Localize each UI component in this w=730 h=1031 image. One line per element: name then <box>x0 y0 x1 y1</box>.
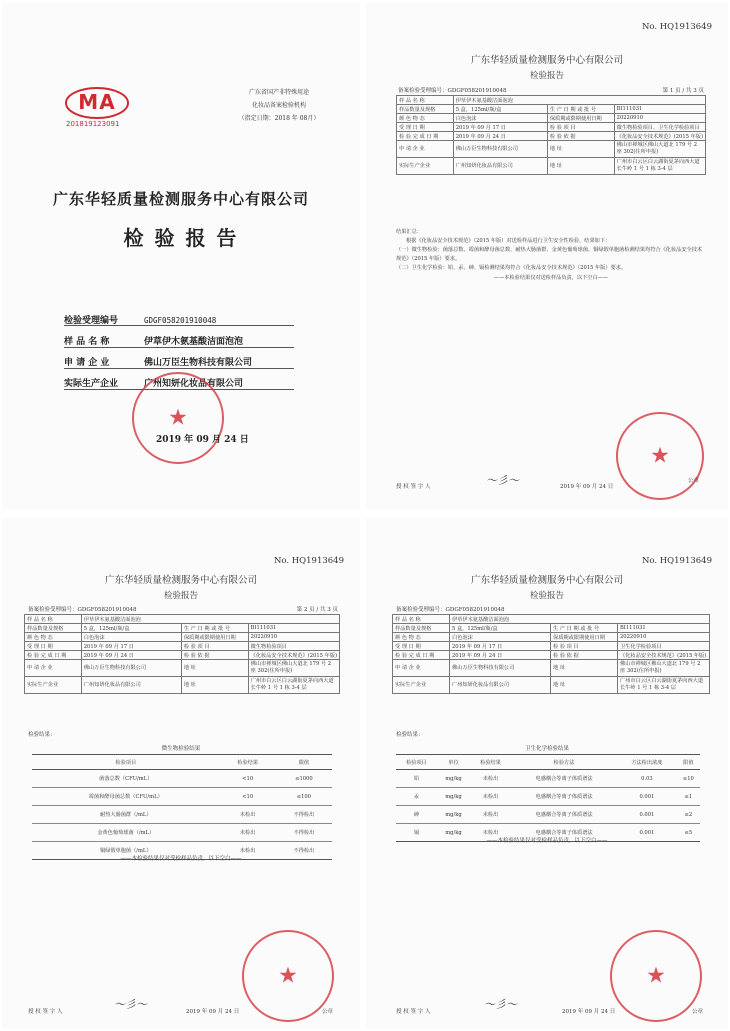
seal-star-icon: ★ <box>168 405 188 431</box>
table-cell: 砷 <box>396 806 437 824</box>
table-cell: ≤1 <box>677 788 700 806</box>
info-label: 颜 色 物 态 <box>397 114 454 123</box>
info-value: 佛山万臣生物科技有限公司 <box>453 141 547 158</box>
sign-date: 2019 年 09 月 24 日 <box>562 1009 616 1015</box>
cover-row-label: 实际生产企业 <box>64 379 119 389</box>
handwritten-signature: 〜彡〜 <box>484 998 517 1011</box>
approval-line: 广东省国产非特殊用途 <box>248 89 309 96</box>
table-cell: ≤10 <box>677 770 700 788</box>
official-seal <box>242 930 334 1022</box>
filing-number-label: 备案检验受理编号 <box>396 607 441 613</box>
info-label: 地 址 <box>181 660 248 677</box>
report-page-summary <box>366 2 728 510</box>
cma-logo <box>64 86 130 120</box>
microbiology-results-table <box>32 754 332 860</box>
official-seal <box>132 372 224 464</box>
info-value: 2019 年 09 月 24 日 <box>453 132 547 141</box>
info-value: BI111031 <box>614 105 705 114</box>
column-header: 检验项目 <box>396 755 437 770</box>
info-value: 微生物检验项目、卫生化学检验项目 <box>614 123 705 132</box>
page-number: 第 2 页 / 共 3 页 <box>296 607 338 613</box>
cover-report-title: 检 验 报 告 <box>123 226 239 250</box>
info-value: 2019 年 09 月 17 日 <box>81 642 181 651</box>
info-label: 样 品 名 称 <box>25 615 82 624</box>
signature-label: 授 权 签 字 人 <box>396 484 431 490</box>
cover-underline <box>64 368 294 369</box>
result-label: 检验结果： <box>396 732 424 738</box>
info-value: 广州市白云区白云湖街夏茅向西大道长牛岭 1 号 1 栋 3-4 层 <box>618 677 710 694</box>
official-seal <box>610 930 702 1022</box>
info-label: 样品数量及规格 <box>397 105 454 114</box>
table-cell: 铅 <box>396 770 437 788</box>
cover-row-sample-name <box>64 334 243 347</box>
info-label: 颜 色 物 态 <box>393 633 450 642</box>
info-label: 样 品 名 称 <box>393 615 450 624</box>
table-cell: 未检出 <box>470 770 511 788</box>
end-note: ——本检验结果仅对受检样品负责，以下空白—— <box>120 856 242 862</box>
sign-date: 2019 年 09 月 24 日 <box>560 484 614 490</box>
cma-number: 201819123091 <box>66 120 120 128</box>
cover-row-label: 样 品 名 称 <box>64 337 110 347</box>
column-header: 限值 <box>276 755 332 770</box>
table-cell: 电感耦合等离子体质谱法 <box>511 770 617 788</box>
info-label: 地 址 <box>547 158 614 175</box>
table-cell: 0.001 <box>617 806 677 824</box>
info-label: 样品数量及规格 <box>25 624 82 633</box>
table-cell: 未检出 <box>220 806 276 824</box>
info-value: 卫生化学检验项目 <box>618 642 710 651</box>
info-value: 20220910 <box>248 633 339 642</box>
report-page-chemistry <box>366 518 728 1029</box>
info-value: 20220910 <box>614 114 705 123</box>
seal-star-icon: ★ <box>278 963 298 989</box>
table-title: 卫生化学检验结果 <box>524 746 569 752</box>
info-label: 保质期或限期使用日期 <box>181 633 248 642</box>
column-header: 检验结果 <box>220 755 276 770</box>
cover-underline <box>64 325 294 326</box>
info-value: 微生物检验项目 <box>248 642 339 651</box>
info-value: 2019 年 09 月 24 日 <box>450 651 551 660</box>
approval-line: （指定日期：2018 年 08月） <box>238 115 320 122</box>
info-label: 颜 色 物 态 <box>25 633 82 642</box>
info-label: 受 理 日 期 <box>397 123 454 132</box>
column-header: 限值 <box>677 755 700 770</box>
table-cell: 汞 <box>396 788 437 806</box>
info-label: 检 验 完 成 日 期 <box>393 651 450 660</box>
table-cell: 霉菌和酵母菌总数（CFU/mL） <box>32 788 220 806</box>
end-note: ——本检验结果仅对受检样品负责，以下空白—— <box>486 838 608 844</box>
info-value: BI111031 <box>248 624 339 633</box>
conclusion-paragraph: 根据《化妆品安全技术规范》（2015 年版）对送检样品进行卫生安全性检验，结果如下： <box>406 238 611 244</box>
info-label: 受 理 日 期 <box>393 642 450 651</box>
info-label: 地 址 <box>547 141 614 158</box>
info-value: 《化妆品安全技术规范》(2015 年版) <box>618 651 710 660</box>
table-cell: mg/kg <box>437 824 470 842</box>
column-header: 检验方法 <box>511 755 617 770</box>
table-cell: 铜绿假单胞菌（/mL） <box>32 842 220 860</box>
signature-label: 授 权 签 字 人 <box>28 1009 63 1015</box>
table-row <box>396 788 700 806</box>
info-label: 申 请 企 业 <box>393 660 450 677</box>
info-label: 检 验 依 据 <box>551 651 618 660</box>
table-cell: 不得检出 <box>276 842 332 860</box>
sample-info-table <box>392 614 710 694</box>
report-number: No. HQ1913649 <box>273 556 344 566</box>
table-cell: ≤1000 <box>276 770 332 788</box>
cover-row-label: 申 请 企 业 <box>64 358 110 368</box>
table-cell: 未检出 <box>470 824 511 842</box>
info-value: 伊草伊木氨基酸洁面泡泡 <box>453 96 705 105</box>
seal-caption: 公章 <box>688 478 700 484</box>
info-label: 检 验 依 据 <box>181 651 248 660</box>
table-cell: ≤100 <box>276 788 332 806</box>
info-value: 佛山万臣生物科技有限公司 <box>81 660 181 677</box>
filing-number-value: GDGF058201910048 <box>77 607 137 613</box>
conclusion-paragraph: （二）卫生化学检验：铅、汞、砷、镉检测结果均符合《化妆品安全技术规范》（2015 年版）要求。 <box>396 265 627 271</box>
handwritten-signature: 〜彡〜 <box>114 998 147 1011</box>
cover-page <box>2 2 360 510</box>
info-value: 20220910 <box>618 633 710 642</box>
table-cell: <10 <box>220 788 276 806</box>
table-cell: ≤2 <box>677 806 700 824</box>
table-row <box>396 770 700 788</box>
filing-number: 备案检验受理编号：GDGF058201910048 <box>398 88 507 94</box>
table-cell: 0.001 <box>617 824 677 842</box>
report-page-microbiology <box>2 518 360 1029</box>
info-value: 广州知妍化妆品有限公司 <box>81 677 181 694</box>
info-value: 5 盒，125ml/瓶/盒 <box>450 624 551 633</box>
info-value: 2019 年 09 月 17 日 <box>453 123 547 132</box>
info-label: 样 品 名 称 <box>397 96 454 105</box>
sample-info-table <box>396 95 706 175</box>
page-number: 第 1 页 / 共 3 页 <box>662 88 704 94</box>
info-label: 受 理 日 期 <box>25 642 82 651</box>
table-cell: 电感耦合等离子体质谱法 <box>511 824 617 842</box>
info-label: 申 请 企 业 <box>397 141 454 158</box>
info-value: 佛山万臣生物科技有限公司 <box>450 660 551 677</box>
info-label: 申 请 企 业 <box>25 660 82 677</box>
report-title: 检验报告 <box>529 591 564 601</box>
info-value: 广州知妍化妆品有限公司 <box>453 158 547 175</box>
info-value: 白色泡沫 <box>81 633 181 642</box>
report-title: 检验报告 <box>529 71 564 81</box>
info-value: 佛山市禅城区佛山大道北 179 号 2 座 302(住所申报) <box>618 660 710 677</box>
info-label: 实际生产企业 <box>393 677 450 694</box>
info-label: 地 址 <box>551 677 618 694</box>
info-label: 生 产 日 期 或 批 号 <box>181 624 248 633</box>
seal-caption: 公章 <box>322 1009 334 1015</box>
filing-number: 备案检验受理编号：GDGF058201910048 <box>396 607 505 613</box>
info-label: 检 验 项 目 <box>551 642 618 651</box>
column-header: 方法检出浓度 <box>617 755 677 770</box>
info-value: BI111031 <box>618 624 710 633</box>
cover-row-value: 佛山万臣生物科技有限公司 <box>144 358 253 368</box>
filing-number-label: 备案检验受理编号 <box>28 607 73 613</box>
chemistry-results-table <box>396 754 700 842</box>
approval-line: 化妆品备案检验机构 <box>251 102 306 109</box>
table-row <box>32 824 332 842</box>
table-cell: mg/kg <box>437 806 470 824</box>
info-value: 5 盒，125ml/瓶/盒 <box>81 624 181 633</box>
filing-number-label: 备案检验受理编号 <box>398 88 443 94</box>
info-label: 地 址 <box>551 660 618 677</box>
table-cell: 不得检出 <box>276 806 332 824</box>
info-value: 伊草伊木氨基酸洁面泡泡 <box>81 615 339 624</box>
report-org-name: 广东华轻质量检测服务中心有限公司 <box>104 575 257 586</box>
report-org-name: 广东华轻质量检测服务中心有限公司 <box>470 575 623 586</box>
cover-row-value: 伊草伊木氨基酸洁面泡泡 <box>144 337 244 347</box>
info-label: 检 验 项 目 <box>181 642 248 651</box>
cover-row-value: GDGF058201910048 <box>144 316 217 325</box>
report-number: No. HQ1913649 <box>641 22 712 32</box>
info-value: 白色泡沫 <box>450 633 551 642</box>
info-label: 生 产 日 期 或 批 号 <box>547 105 614 114</box>
table-cell: 0.03 <box>617 770 677 788</box>
info-label: 样品数量及规格 <box>393 624 450 633</box>
info-value: 《化妆品安全技术规范》(2015 年版) <box>248 651 339 660</box>
cover-date: 2019 年 09 月 24 日 <box>156 435 249 445</box>
info-value: 佛山市禅城区佛山大道北 179 号 2 座 302(住所申报) <box>614 141 705 158</box>
conclusion-paragraph: （一）微生物检验：菌落总数、霉菌和酵母菌总数、耐热大肠菌群、金黄色葡萄球菌、铜绿假单胞菌检测结果均符合《化妆品安全技术规范》（2015 年版）要求。 <box>396 247 703 262</box>
table-cell: 未检出 <box>470 788 511 806</box>
table-cell: 电感耦合等离子体质谱法 <box>511 788 617 806</box>
filing-number-value: GDGF058201910048 <box>447 88 507 94</box>
column-header: 检验结果 <box>470 755 511 770</box>
sign-date: 2019 年 09 月 24 日 <box>186 1009 240 1015</box>
table-row <box>396 806 700 824</box>
info-label: 检 验 完 成 日 期 <box>25 651 82 660</box>
handwritten-signature: 〜彡〜 <box>486 474 519 487</box>
filing-number-value: GDGF058201910048 <box>445 607 505 613</box>
table-cell: 0.001 <box>617 788 677 806</box>
report-number: No. HQ1913649 <box>641 556 712 566</box>
info-value: 佛山市禅城区佛山大道北 179 号 2 座 302(住所申报) <box>248 660 339 677</box>
table-row <box>32 770 332 788</box>
info-value: 广州市白云区白云湖街夏茅向西大道长牛岭 1 号 1 栋 3-4 层 <box>248 677 339 694</box>
table-cell: 电感耦合等离子体质谱法 <box>511 806 617 824</box>
seal-caption: 公章 <box>692 1009 704 1015</box>
table-cell: <10 <box>220 770 276 788</box>
info-value: 广州市白云区白云湖街夏茅向西大道长牛岭 1 号 1 栋 3-4 层 <box>614 158 705 175</box>
cover-underline <box>64 347 294 348</box>
column-header: 检验项目 <box>32 755 220 770</box>
table-cell: 金黄色葡萄球菌（/mL） <box>32 824 220 842</box>
info-label: 保质期或限期使用日期 <box>547 114 614 123</box>
info-label: 实际生产企业 <box>25 677 82 694</box>
info-value: 2019 年 09 月 17 日 <box>450 642 551 651</box>
table-cell: ≤5 <box>677 824 700 842</box>
table-title: 微生物检验结果 <box>161 746 201 752</box>
info-label: 检 验 依 据 <box>547 132 614 141</box>
info-label: 保质期或限期使用日期 <box>551 633 618 642</box>
info-value: 《化妆品安全技术规范》(2015 年版) <box>614 132 705 141</box>
seal-star-icon: ★ <box>650 443 670 469</box>
cover-row-applicant <box>64 355 252 368</box>
table-row <box>32 788 332 806</box>
table-cell: 未检出 <box>470 806 511 824</box>
info-value: 2019 年 09 月 24 日 <box>81 651 181 660</box>
conclusion-block <box>396 228 706 283</box>
table-cell: 不得检出 <box>276 824 332 842</box>
report-org-name: 广东华轻质量检测服务中心有限公司 <box>470 55 623 66</box>
table-cell: mg/kg <box>437 770 470 788</box>
result-label: 检验结果： <box>28 732 56 738</box>
table-cell: 未检出 <box>220 824 276 842</box>
cover-org-name: 广东华轻质量检测服务中心有限公司 <box>52 190 309 208</box>
table-cell: 镉 <box>396 824 437 842</box>
info-label: 检 验 项 目 <box>547 123 614 132</box>
info-label: 地 址 <box>181 677 248 694</box>
info-value: 5 盒，125ml/瓶/盒 <box>453 105 547 114</box>
sample-info-table <box>24 614 340 694</box>
table-cell: 未检出 <box>220 842 276 860</box>
table-row <box>32 806 332 824</box>
info-value: 广州知妍化妆品有限公司 <box>450 677 551 694</box>
info-value: 伊草伊木氨基酸洁面泡泡 <box>450 615 710 624</box>
info-value: 白色泡沫 <box>453 114 547 123</box>
cma-logo-text: MA <box>78 90 116 114</box>
info-label: 生 产 日 期 或 批 号 <box>551 624 618 633</box>
official-seal <box>616 412 704 500</box>
filing-number: 备案检验受理编号：GDGF058201910048 <box>28 607 137 613</box>
cover-row-value: 广州知妍化妆品有限公司 <box>144 379 244 389</box>
info-label: 实际生产企业 <box>397 158 454 175</box>
end-note: ——本检验结果仅对送检样品负责，以下空白—— <box>493 275 609 281</box>
seal-star-icon: ★ <box>646 963 666 989</box>
table-cell: 耐热大肠菌群（/mL） <box>32 806 220 824</box>
column-header: 单位 <box>437 755 470 770</box>
conclusion-label: 结果汇总： <box>396 229 422 235</box>
cover-row-label: 检验受理编号 <box>64 316 119 326</box>
approval-text <box>234 86 324 125</box>
table-cell: 菌落总数（CFU/mL） <box>32 770 220 788</box>
info-label: 检 验 完 成 日 期 <box>397 132 454 141</box>
signature-label: 授 权 签 字 人 <box>396 1009 431 1015</box>
report-title: 检验报告 <box>163 591 198 601</box>
table-cell: mg/kg <box>437 788 470 806</box>
